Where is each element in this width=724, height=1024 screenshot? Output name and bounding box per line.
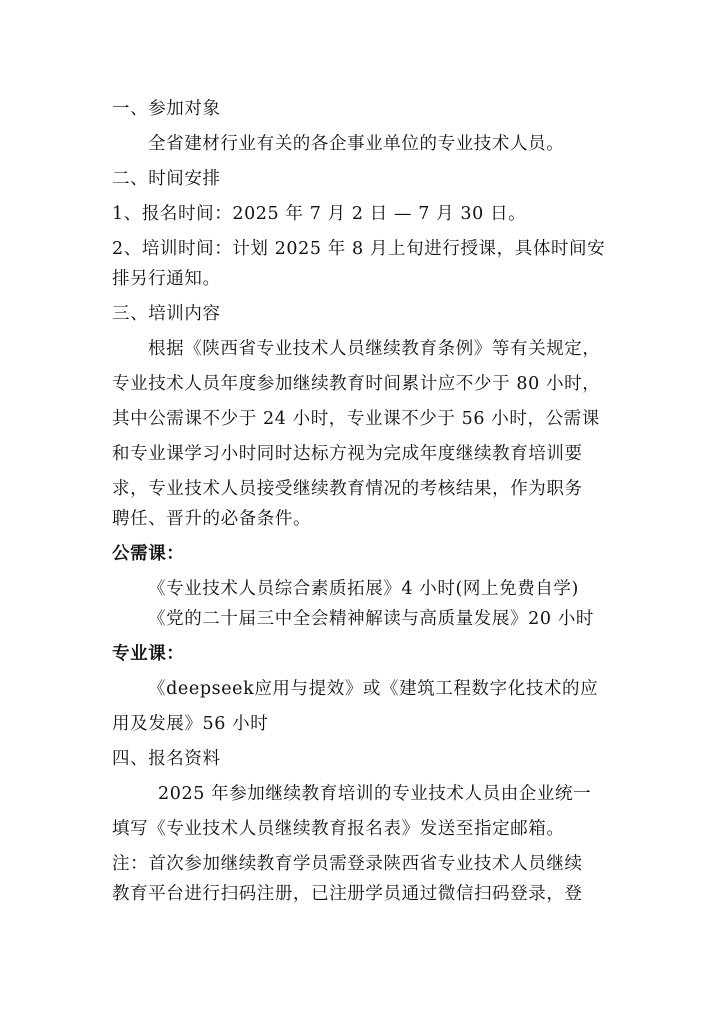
training-time: 2、培训时间：计划 2025 年 8 月上旬进行授课，具体时间安 [112,239,606,259]
public-course-item-2: 《党的二十届三中全会精神解读与高质量发展》20 小时 [148,609,594,629]
paragraph-content-line-4: 和专业课学习小时同时达标方视为完成年度继续教育培训要 [112,444,583,464]
public-course-heading: 公需课： [112,544,185,564]
note-line-2: 教育平台进行扫码注册，已注册学员通过微信扫码登录，登 [112,884,583,904]
paragraph-content-line-3: 其中公需课不少于 24 小时，专业课不少于 56 小时，公需课 [112,409,600,429]
paragraph-content-line-5: 求，专业技术人员接受继续教育情况的考核结果，作为职务 [112,479,583,499]
public-course-item-1: 《专业技术人员综合素质拓展》4 小时(网上免费自学) [148,579,579,599]
registration-time: 1、报名时间：2025 年 7 月 2 日 — 7 月 30 日。 [112,204,527,224]
section-heading-content: 三、培训内容 [112,304,221,324]
section-heading-registration: 四、报名资料 [112,749,221,769]
professional-course-item-continued: 用及发展》56 小时 [112,714,269,734]
professional-course-heading: 专业课： [112,644,185,664]
professional-course-item: 《deepseek应用与提效》或《建筑工程数字化技术的应 [148,679,599,699]
paragraph-content-line-6: 聘任、晋升的必备条件。 [112,509,312,529]
paragraph-registration-line-2: 填写《专业技术人员继续教育报名表》发送至指定邮箱。 [112,819,565,839]
paragraph-registration-line-1: 2025 年参加继续教育培训的专业技术人员由企业统一 [158,784,592,804]
training-time-continued: 排另行通知。 [112,269,221,289]
note-line-1: 注：首次参加继续教育学员需登录陕西省专业技术人员继续 [112,854,583,874]
paragraph-participants: 全省建材行业有关的各企事业单位的专业技术人员。 [148,134,565,154]
paragraph-content-line-1: 根据《陕西省专业技术人员继续教育条例》等有关规定， [148,339,601,359]
paragraph-content-line-2: 专业技术人员年度参加继续教育时间累计应不少于 80 小时， [112,374,601,394]
section-heading-participants: 一、参加对象 [112,99,221,119]
section-heading-schedule: 二、时间安排 [112,169,221,189]
